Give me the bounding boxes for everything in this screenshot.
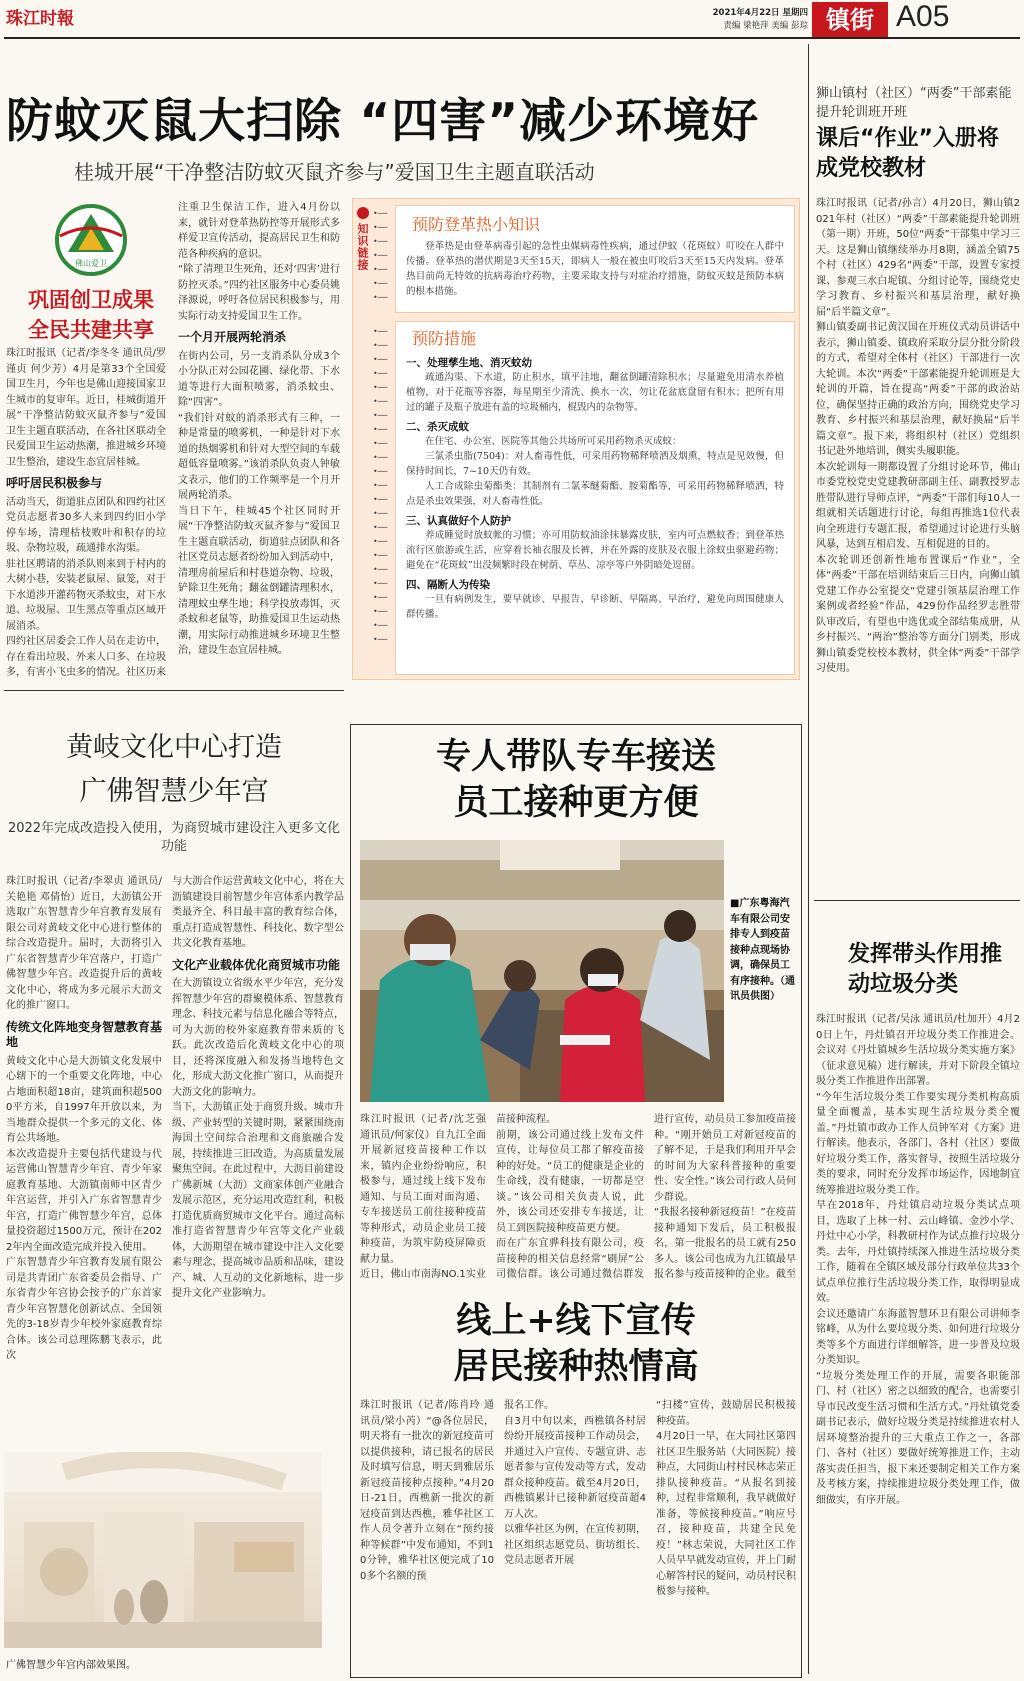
right-story1-kicker: 狮山镇村（社区）“两委”干部素能提升轮训班开班 <box>816 86 1012 120</box>
bullet-icon <box>357 207 369 219</box>
measure-text: 一旦有病例发生，要早就诊、早报告、早诊断、早隔离、早治疗，避免向周围健康人群传播。 <box>406 594 784 620</box>
online-headline-line2: 居民接种热情高 <box>453 1347 699 1387</box>
paragraph: 4月20日一早，在大同社区第四社区卫生服务站（大同医院）接种点，大同街山村村民林志荣正排队接种疫苗。“从报名到接种，过程非常顺利，我早就做好准备，等候接种疫苗。”响应号召，接种疫苗，共建全民免疫！”林志荣说，大同社区工作人员早早就发动宣传，并上门耐心解答村民的疑问，动员村民积极参与接种。 <box>656 1431 796 1597</box>
measure-text: 人工合成除虫菊酯类：其制剂有二氯苯醚菊酯、胺菊酯等，可采用药物稀释喷洒，特点是杀虫效果强，对人畜毒性低。 <box>406 481 784 507</box>
paragraph: 四约社区居委会工作人员在走访中，存在看出垃圾、外来人口多、在垃圾多，有害小飞虫多的情况。社区历来 <box>6 636 166 678</box>
subheading: 一个月开展两轮消杀 <box>178 330 287 344</box>
paragraph: 当下，大沥镇正处于商贸升级、城市升级、产业转型的关键时期，紧紧围绕南海国土空间综合治理和文商旅融合发展，持续推进三旧改造，为高质量发展聚焦空间。在此过程中，大沥目前建设广佛新城（大沥）文商家体创产业融合发展示范区，充分运用改造红利，积极打造优质商贸城市文化平台。通过高标准打造省智慧青少年宫等文化产业载体，大沥期望在城市建设中注入文化要素与理念，提高城市品质和品味，建设产、城、人互动的文化新地标，进一步提升文化产业影响力。 <box>172 1102 344 1299</box>
paragraph: 珠江时报讯（记者/吴泳 通讯员/杜加开）4月20日上午，丹灶镇召开垃圾分类工作推进会。会议对《丹灶镇城乡生活垃圾分类实施方案》（征求意见稿）进行解读，并对下阶段全镇垃圾分类工作推进作出部署。 <box>816 1014 1020 1087</box>
measure-title: 一、处理孳生地、消灭蚊幼 <box>406 357 532 369</box>
vaccine-col2 <box>496 1112 644 1282</box>
prevention-card <box>395 321 795 675</box>
paragraph: 本次改造提升主要包括代建设与代运营佛山智慧青少年宫、青少年家庭教育基地、大沥镇南师中区青少年宫运营，并引入广东省智慧青少年宫，打造广佛智慧少年宫，总体量投资超过1500万元，预计在2022年内全面改造完成并投入使用。 <box>6 1148 162 1253</box>
culture-col1 <box>6 874 162 1440</box>
paragraph: 报名工作。 <box>504 1400 554 1411</box>
page-number: A05 <box>896 0 950 33</box>
binder-rings-icon: •── •── •── •── •── •── •── <box>373 209 388 302</box>
paragraph: 本次轮训每一期都设置了分组讨论环节，佛山市委党校党史党建教研部副主任、副教授罗志胜带队进行导师点评，“两委”干部们每10人一组就相关话题进行讨论，每组再推选1位代表向全班进行专题汇报，希望通过讨论进行头脑风暴，达到互相启发、互相促进的目的。 <box>816 461 1020 550</box>
paragraph: “扫楼”宣传，鼓励居民积极接种疫苗。 <box>656 1400 796 1427</box>
main-deck: 桂城开展“干净整洁防蚊灭鼠齐参与”爱国卫生主题直联活动 <box>74 160 595 182</box>
culture-deck: 2022年完成改造投入使用，为商贸城市建设注入更多文化功能 <box>7 821 341 854</box>
card-title: 预防措施 <box>412 329 477 348</box>
subheading: 传统文化阵地变身智慧教育基地 <box>6 1019 162 1049</box>
paragraph: “我们针对蚊的消杀形式有三种，一种是常量的喷雾机，一种是针对下水道的热烟雾机和针对大型空间的车载超低容量喷雾。”该消杀队负责人钟敏文表示，他们的工作频率是一个月开展两轮消杀。 <box>178 412 340 501</box>
knowledge-label: 知识链接 <box>356 223 369 271</box>
measure-text: 在住宅、办公室、医院等其他公共场所可采用药物杀灭成蚊： <box>425 436 682 447</box>
online-col1 <box>360 1398 494 1672</box>
paragraph: 珠江时报讯（记者/李冬冬 通讯员/罗谨贞 何少芳）4月是第33个全国爱国卫生月，今年也是佛山迎接国家卫生城市的复审年。近日，桂城街道开展“干净整洁防蚊灭鼠齐参与”爱国卫生主题直联活动，在各社区联动全民爱国卫生运动热潮，推进城乡环境卫生整治，建设生态宜居桂城。 <box>6 348 166 468</box>
paragraph: 苗接种流程。 <box>496 1114 556 1125</box>
measure-text: 三氯杀虫脂(7504)：对人畜毒性低，可采用药物稀释喷洒及烟熏，特点是见效慢，但保持时间长，7~10天仍有效。 <box>406 451 784 477</box>
campaign-logo <box>16 200 166 340</box>
paragraph: 与大沥合作运营黄岐文化中心，将在大沥镇建设目前智慧少年宫体系内教学品类最齐全、科目最丰富的教育综合体，重点打造成智慧性、科技化、数字型公共文化教育基地。 <box>172 876 344 949</box>
paragraph: 前期，该公司通过线上发布文件宣传，让每位员工都了解疫苗接种的好处。“员工的健康是企业的生命线，没有健康，一切都是空谈。”该公司相关负责人说，此外，该公司还安排专车接送，让员工到医院接种疫苗更方便。 <box>496 1129 644 1234</box>
paragraph: 珠江时报讯（记者/李翠贞 通讯员/关艳艳 邓倩怡）近日，大沥镇公开选取广东智慧青少年宫教育发展有限公司对黄岐文化中心进行整体的综合改造提升。届时，大沥将引入广东省智慧青少年宫落户，打造广佛智慧少年宫。改造提升后的黄岐文化中心，将成为多元展示大沥文化的推广窗口。 <box>6 876 162 1011</box>
paragraph: 珠江时报讯（记者/沈芝强 通讯员/何家仪）自九江全面开展新冠疫苗接种工作以来，镇内企业纷纷响应，积极参与，通过线上线下发布通知、与员工面对面沟通、专车接送员工前往接种疫苗等种形式，动员企业员工接种疫苗，为筑牢防疫屏障贡献力量。 <box>360 1114 486 1265</box>
paragraph: 自3月中旬以来，西樵镇各村居纷纷开展疫苗接种工作动员会，并通过入户宣传、专题宣讲、志愿者参与宣传发动等方式，发动群众接种疫苗。截至4月20日，西樵镇累计已接种新冠疫苗超4万人次。 <box>504 1415 646 1520</box>
right-story1-headline: 课后“作业”入册将成党校教材 <box>816 126 999 181</box>
rendering-caption: 广佛智慧少年宫内部效果图。 <box>6 1660 136 1671</box>
masthead-logo: 珠江时報 <box>6 9 74 28</box>
paragraph: 注重卫生保洁工作，进入4月份以来，就针对登革热防控等开展形式多样爱卫宣传活动，提高居民卫生和防范各种疾病的意识。 <box>178 202 340 260</box>
paragraph: 珠江时报讯（记者/陈肖玲 通讯员/梁小芮）“@各位居民，明天将有一批次的新冠疫苗可以提供接种，请已报名的居民及时填写信息，明天到雅居乐新冠疫苗接种点接种。”4月20日-21日，西樵新一批次的新冠疫苗到达西樵，雅华社区工作人员令著升立刻在“预约接种等候群”中发布通知，不到10分钟，雅华社区便完成了100多个名额的预 <box>360 1400 494 1582</box>
right-story2-headline: 发挥带头作用推动垃圾分类 <box>848 942 1003 997</box>
vaccine-col3 <box>654 1112 796 1282</box>
story-divider <box>814 900 1020 901</box>
measures-list <box>396 355 794 622</box>
paragraph: 早在2018年，丹灶镇启动垃圾分类试点项目，选取了上林一村、云山峰镇、金沙小学、丹灶中心小学，科教研村作为试点推行垃圾分类。去年，丹灶镇持续深入推进生活垃圾分类工作，随着在全镇区域及部分行政单位共33个试点单位推行生活垃圾分类工作，取得明显成效。 <box>816 1200 1020 1304</box>
right-story2-body <box>816 1012 1020 1676</box>
paragraph: 活动当天，街道驻点团队和四约社区党员志愿者30多人来到四约旧小学停车场，清理枯枝败叶和积存的垃圾、杂物垃圾，疏通排水沟渠。 <box>6 496 166 554</box>
subheading: 呼吁居民积极参与 <box>6 476 103 490</box>
vaccination-site-photo <box>360 840 724 1102</box>
paragraph: 在街内公司，另一支消杀队分成3个小分队正对公园花圃、绿化带、下水道等进行大面积喷雾，消杀蚊虫、除“四害”。 <box>178 350 340 408</box>
youth-palace-rendering <box>4 1452 322 1648</box>
paragraph: 本次轮训还创新性地布置课后“作业”，全体“两委”干部在培训结束后三日内，向狮山镇党建工作办公室提交“党建引领基层治理工作案例或者经验”作品，429份作品经罗志胜带队审改后，有望也中选优或全部结集成册，从乡村振兴、“两治”整治等方面分门别类，形成狮山镇委党校校本教材，供全体“两委”干部学习使用。 <box>816 554 1020 674</box>
paragraph: 在大沥镇设立省级水平少年宫，充分发挥智慧少年宫的群聚模体系、智慧教育理念、科技元素与信息化融合等特点，可为大沥的校外家庭教育带来质的飞跃。此次改造后化黄岐文化中心的项目，还将深度融入和发扬当地特色文化，形成大沥文化推广窗口，从而提升大沥文化的影响力。 <box>172 978 344 1098</box>
culture-col2 <box>172 874 344 1440</box>
measure-title: 三、认真做好个人防护 <box>406 515 511 527</box>
measure-title: 二、杀灭成蚊 <box>406 421 469 433</box>
paragraph: “垃圾分类处理工作的开展，需要各职能部门、村（社区）密之以细致的配合，也需要引导市民改变生活习惯和生活方式。”丹灶镇党委副书记表示，做好垃圾分类是持续推进农村人居环境整治提升的三大重点工作之一，各部门、各村（社区）要做好统筹推进工作，主动落实责任担当，报下来还要制定相关工作方案及考核方案，持续推进垃圾分类处理工作，做细做实，有序开展。 <box>816 1370 1020 1506</box>
interior-rendering-image <box>4 1452 322 1648</box>
online-col3 <box>656 1398 796 1672</box>
right-story1-body <box>816 196 1020 882</box>
paragraph: 狮山镇委副书记黄汉国在开班仪式动员讲话中表示，狮山镇委、镇政府采取分层分批分阶段的方式，希望对全体村（社区）干部进行一次大轮训。本次“两委”干部素能提升轮训班是大轮训的开篇，旨在提高“两委”干部的政治站位，确保坚持正确的政治方向，围绕党史学习教育、乡村振兴和基层治理，献好换届“后半篇文章”。报下来，将组织村（社区）党组织书记赴外地培训，侧实头履职能。 <box>816 322 1020 457</box>
main-story-col2 <box>178 200 340 678</box>
svg-text:佛山爱卫: 佛山爱卫 <box>75 259 107 268</box>
paragraph: 黄岐文化中心是大沥镇文化发展中心辖下的一个重要文化阵地，中心占地面积超18亩，建筑面积超5000平方米，自1997年开放以来，为当地群众提供一个多元的文化、体育公共场地。 <box>6 1055 162 1144</box>
vaccine-headline-line1: 专人带队专车接送 <box>435 737 716 777</box>
vaccine-headline-line2: 员工接种更方便 <box>453 783 699 823</box>
paragraph: 以雅华社区为例，在宣传初期，社区组织志愿党员、街坊组长、党员志愿者开展 <box>504 1524 646 1566</box>
issue-date: 2021年4月22日 星期四 <box>712 8 808 18</box>
main-headline: 防蚊灭鼠大扫除 “四害”减少环境好 <box>6 94 760 146</box>
story-divider <box>4 690 344 691</box>
editors-credit: 责编 梁艳萍 美编 彭琮 <box>723 21 808 31</box>
measure-text: 养成睡觉时放蚊帐的习惯；亦可用防蚊油涂抹暴露皮肤，室内可点燃蚊香；到登革热流行区旅游或生活，应穿着长袖衣服及长裤，并在外露的皮肤及衣服上涂蚊虫驱避药物；避免在“花斑蚊”出没频繁时段在树荫、草丛、凉亭等户外阴暗处逗留。 <box>406 530 784 571</box>
paragraph: 而在广东宜骅科技有限公司，疫苗接种的相关信息经常“刷屏”公司微信群。该公司通过微信群发 <box>496 1238 644 1280</box>
measure-title: 四、隔断人为传染 <box>406 579 490 591</box>
culture-headline-line2: 广佛智慧少年宫 <box>79 776 269 807</box>
column-divider <box>808 44 809 1674</box>
card-title: 预防登革热小知识 <box>412 215 541 234</box>
card-text: 登革热是由登革病毒引起的急性虫媒病毒性疾病，通过伊蚊（花斑蚊）叮咬在人群中传播。登革热的潜伏期是3天至15天，即病人一般在被虫叮咬后3天至15天内发病。登革热目前尚无特效的抗病毒治疗药物，主要采取支持与对症治疗措施，防蚊灭蚊是预防本病的根本措施。 <box>406 241 784 297</box>
knowledge-box <box>352 198 800 680</box>
logo-title: 巩固创卫成果 <box>28 287 154 312</box>
aiwei-emblem-icon <box>16 200 166 280</box>
vaccination-photo <box>360 840 724 1102</box>
dengue-knowledge-card <box>395 205 795 313</box>
paragraph: 珠江时报讯（记者/孙言）4月20日，狮山镇2021年村（社区）“两委”干部素能提升轮训班（第一期）开班，50位“两委”干部集中学习三天。这是狮山镇继续举办月8期，涵盖全镇75个村（社区）429名“两委”干部，设置专家授课、参观三水白坭镇、分组讨论等，围绕党史学习教育、乡村振兴和基层治理，献好换届“后半篇文章”。 <box>816 198 1020 318</box>
paragraph: “除了清理卫生死角，还对‘四害’进行防控灭杀。”四约社区服务中心委员姚泽源说，呼吁各位居民积极参与，用实际行动支持爱国卫生工作。 <box>178 264 340 322</box>
binder-rings-icon: •── •── •── •── •── •── •── •── •── •── •── •── •── •── •── •── •── •── •── •── •── •── •── <box>373 327 388 644</box>
photo-caption: ■广东粤海汽车有限公司安排专人到疫苗接种点现场协调，确保员工有序接种。（通讯员供图） <box>730 898 795 1002</box>
paragraph: 进行宣传，动员员工参加疫苗接种。“刚开始员工对新冠疫苗的了解不足，于是我们利用开早会的时间为大家科普接种的重要性、安全性。”该公司行政人员何少群说。 <box>654 1114 796 1203</box>
paragraph: “我报名接种新冠疫苗！”在疫苗接种通知下发后，员工积极报名，第一批报名的员工就有250多人。该公司也成为九江镇最早报名参与疫苗接种的企业。截至 <box>654 1207 796 1280</box>
logo-subtitle: 全民共建共享 <box>16 314 166 340</box>
culture-headline-line1: 黄岐文化中心打造 <box>66 732 282 763</box>
online-headline-line1: 线上+线下宣传 <box>456 1301 696 1341</box>
paragraph: 近日，佛山市南海NO.1实业 <box>360 1269 486 1280</box>
paragraph: “今年生活垃圾分类工作要实现分类机构高质量全面覆盖，基本实现生活垃圾分类全覆盖。”丹灶镇市政办工作人员钟军对《方案》进行解读。他表示，各部门、各村（社区）要做好垃圾分类工作，落实督导，按照生活垃圾分类的要求，同时充分发挥市场运作，因地制宜统筹推进垃圾分类工作。 <box>816 1091 1020 1196</box>
measure-text: 疏通沟渠、下水道，防止积水，填平洼地，翻盆倒罐清除积水；尽量避免用清水养植植物，对于花瓶等容器，每星期至少清洗、换水一次，勿让花盆底盘留有积水；把所有用过的罐子及瓶子放进有盖的垃圾桶内，棍毁内的杂物等。 <box>406 372 784 413</box>
section-label: 镇街 <box>812 2 888 38</box>
main-story-col1 <box>6 346 166 678</box>
online-col2 <box>504 1398 646 1672</box>
paragraph: 广东智慧青少年宫教育发展有限公司是共青团广东省委员会指导、广东省青少年宫协会按予的广东首家青少年宫智慧化创新试点、全国领先的3-18岁青少年校外家庭教育综合体。该公司总理陈鹏飞表示，此次 <box>6 1257 162 1361</box>
paragraph: 会议还邀请广东海蓝智慧环卫有限公司讲师李铭峰，从为什么要垃圾分类、如何进行垃圾分类等多个方面进行详细解答，进一步普及垃圾分类知识。 <box>816 1308 1020 1366</box>
header-rule <box>4 37 1020 39</box>
subheading: 文化产业载体优化商贸城市功能 <box>172 957 341 972</box>
paragraph: 当日下午，桂城45个社区同时开展“干净整洁防蚊灭鼠齐参与”爱国卫生主题直联活动，街道驻点团队和各社区党员志愿者纷纷加入到活动中，清理房前屋后和村巷道杂物、垃圾，铲除卫生死角；翻盆倒罐清理积水，清理蚊虫孳生地；科学投放毒饵，灭杀蚊和老鼠等，助推爱国卫生运动热潮，用实际行动推进城乡环境卫生整治，建设生态宜居桂城。 <box>178 505 340 656</box>
paragraph: 驻社区聘请的消杀队则来到于村内的大树小巷，安装老鼠屋、鼠笼，对于下水道涉开灌药物灭杀蚊虫，对下水道、垃圾屋、卫生黑点等重点区域开展消杀。 <box>6 558 166 632</box>
vaccine-col1 <box>360 1112 486 1282</box>
